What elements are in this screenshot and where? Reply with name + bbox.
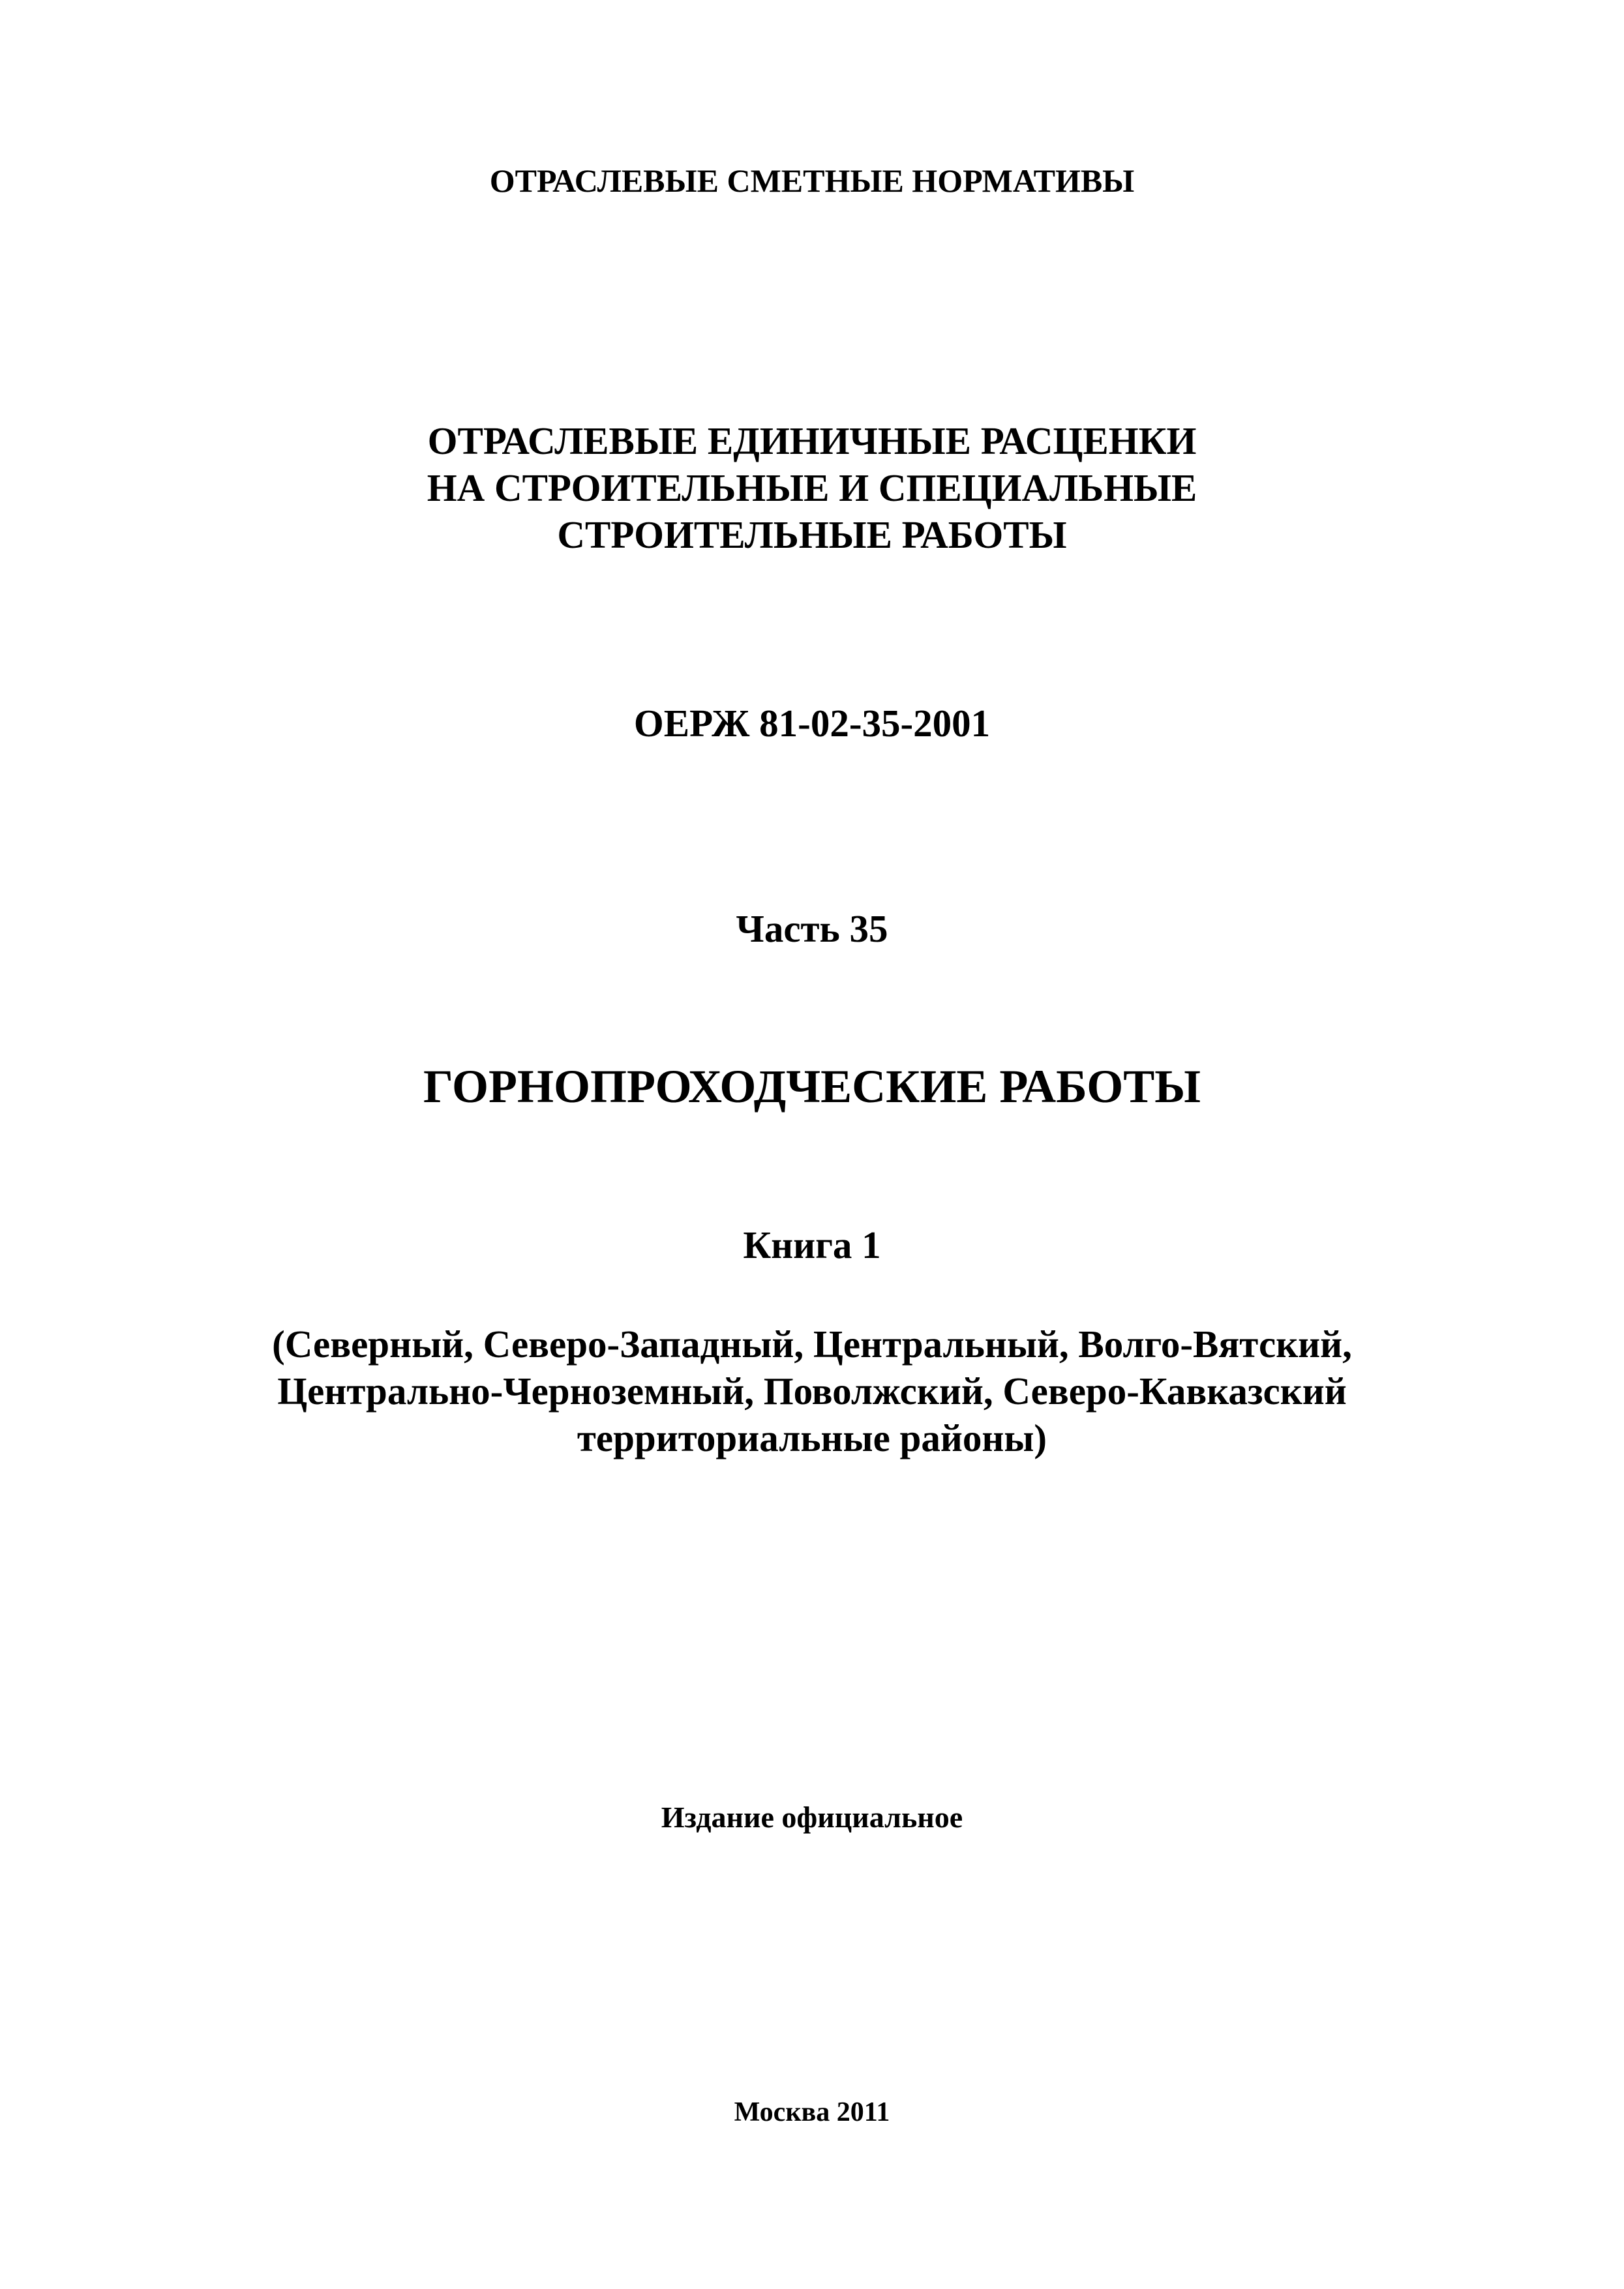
series-heading: ОТРАСЛЕВЫЕ СМЕТНЫЕ НОРМАТИВЫ: [489, 162, 1135, 199]
city-year: Москва 2011: [734, 2097, 890, 2127]
title-line: ОТРАСЛЕВЫЕ ЕДИНИЧНЫЕ РАСЦЕНКИ: [427, 419, 1197, 462]
regions-line: Центрально-Черноземный, Поволжский, Северо-Кавказский: [277, 1369, 1347, 1413]
part-number: Часть 35: [736, 907, 888, 950]
document-title: [0, 417, 1624, 558]
part-topic: ГОРНОПРОХОДЧЕСКИЕ РАБОТЫ: [423, 1060, 1201, 1113]
regions-line: территориальные районы): [577, 1416, 1047, 1459]
title-line: НА СТРОИТЕЛЬНЫЕ И СПЕЦИАЛЬНЫЕ: [427, 466, 1197, 509]
title-line: СТРОИТЕЛЬНЫЕ РАБОТЫ: [557, 513, 1067, 556]
edition-note: Издание официальное: [661, 1801, 963, 1834]
book-number: Книга 1: [743, 1223, 881, 1266]
regions-line: (Северный, Северо-Западный, Центральный, Волго-Вятский,: [272, 1323, 1352, 1366]
document-code: ОЕРЖ 81-02-35-2001: [633, 702, 991, 745]
regions-list: [0, 1321, 1624, 1461]
